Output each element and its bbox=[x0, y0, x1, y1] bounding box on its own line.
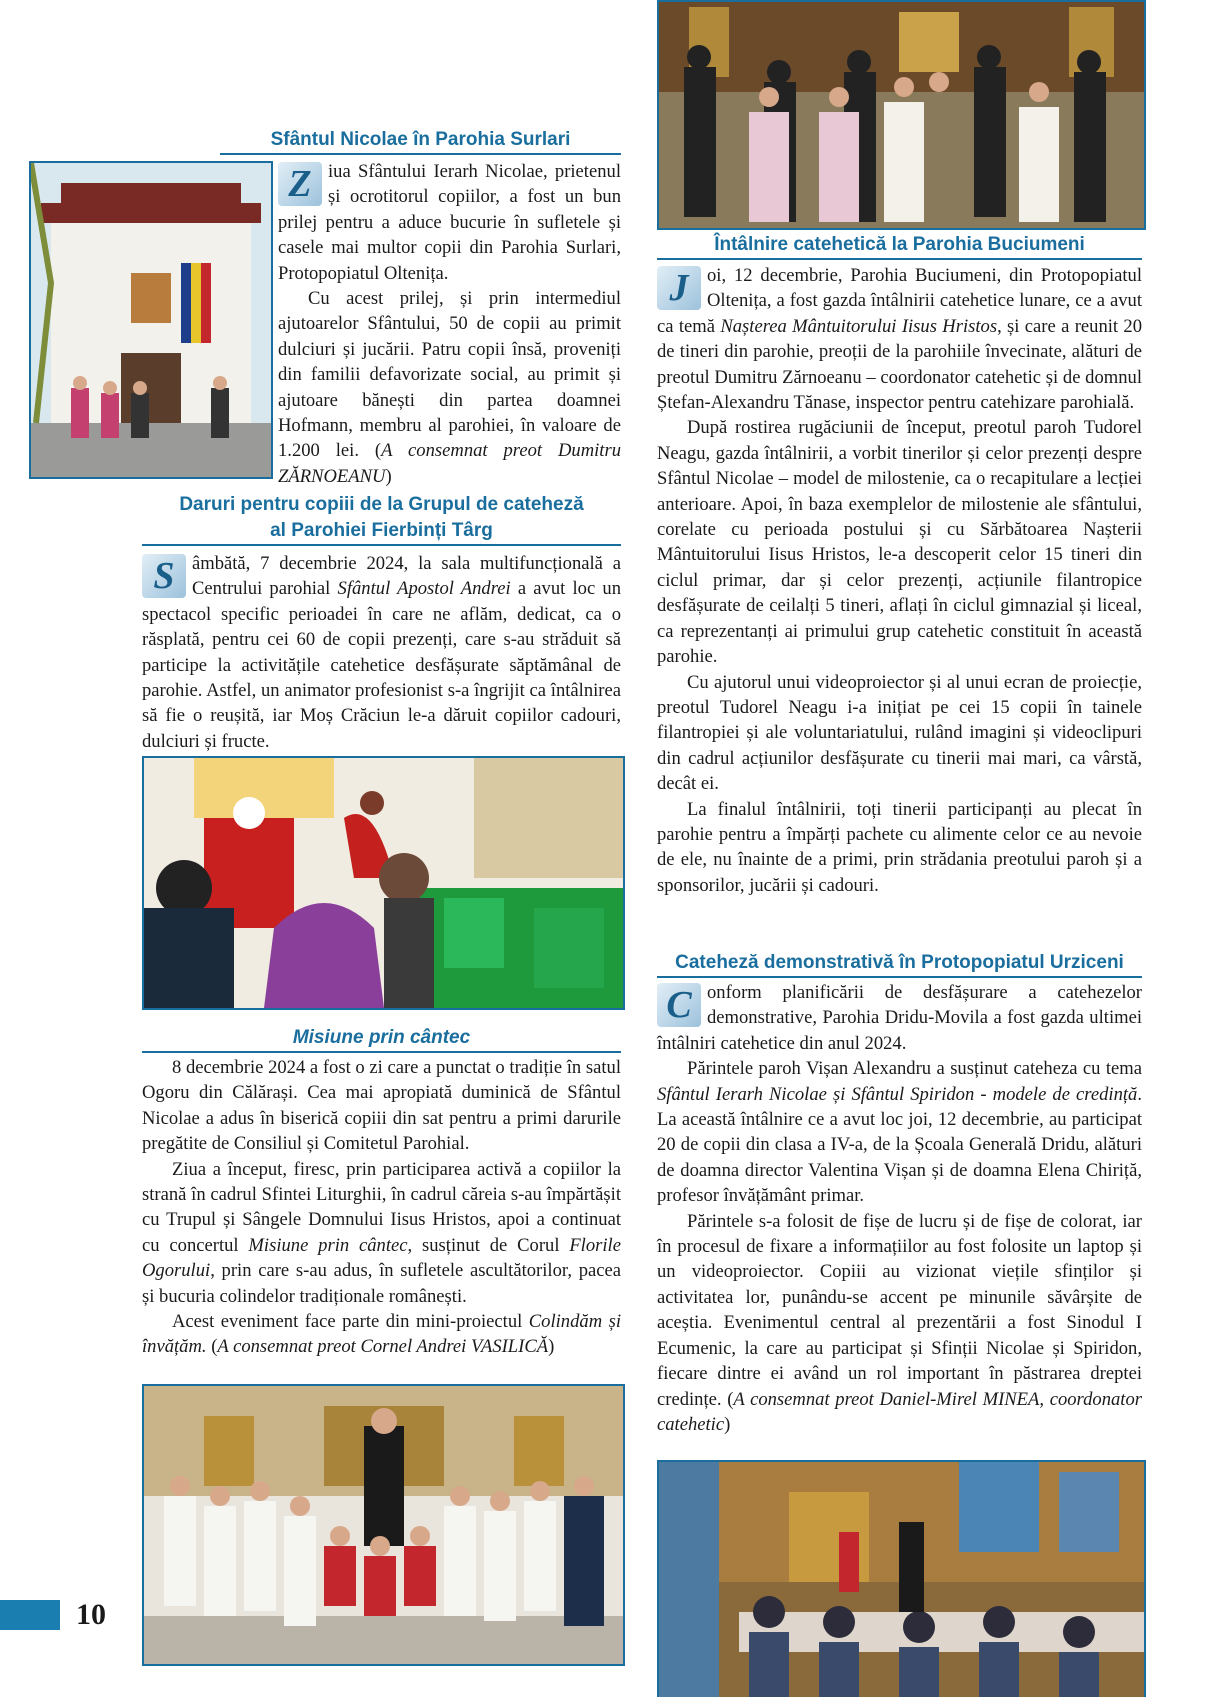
fierbinti-p1b: a avut loc un spectacol specific perioadei în care ne aflăm, dedicat, ca o răsplată, pentru cei 60 de copii prezenți, care s-au străduit să participe la activitățile catehetice desfășurate săptămânal de parohie. Astfel, un animator profesionist s-a îngrijit ca întâlnirea să fie o reușită, iar Moș Crăciun le-a dăruit copiilor cadouri, dulciuri și fructe. bbox=[142, 578, 622, 752]
buciumeni-p1a: oi, 12 decembrie, Parohia Buciumeni, din Protopopiatul Oltenița, a fost gazda întâlnirii catehetice lunare, ce a avut ca temă bbox=[657, 265, 1142, 337]
urziceni-close: ) bbox=[724, 1413, 731, 1435]
dropcap-j: J bbox=[657, 266, 701, 310]
buciumeni-p4: La finalul întâlnirii, toți tinerii participanți au plecat în parohie pentru a împărți pachete cu alimente celor ce au nevoie de ele, nu înainte de a primi, prin strădania preotului paroh și a sponsorilor, jucării și cadouri. bbox=[657, 798, 1142, 896]
heading-fierbinti bbox=[142, 492, 621, 546]
page-number-bar bbox=[0, 1600, 60, 1630]
surlari-p2: Cu acest prilej, și prin intermediul ajutoarelor Sfântului, 50 de copii au primit dulciuri și jucării. Patru copii însă, proveniți din familii defavorizate social, au primit și ajutoare bănești din partea doamnei Hofmann, membru al parohiei, în valoare de 1.200 lei. ( bbox=[278, 288, 621, 462]
article-misiune bbox=[142, 1055, 621, 1360]
urziceni-p3a: Părintele s-a folosit de fișe de lucru și de fișe de colorat, iar în procesul de fixare a informațiilor au fost folosite un laptop și un videoproiector. Copiii au vizionat viețile sfinților și activitatea lor, punându-se accent pe minunile săvârșite de aceștia. Evenimentul central al prezentării a fost Sinodul I Ecumenic, la care au participat și Sfinții Nicolae și Spiridon, fiecare dintre ei având un rol important în păstrarea dreptei credințe. ( bbox=[657, 1210, 1142, 1410]
fierbinti-p1i: Sfântul Apostol Andrei bbox=[337, 578, 511, 600]
misiune-p2a: Ziua a început, firesc, prin participarea activă a copiilor la strană în cadrul Sfintei Liturghii, în cadrul căreia s-au împărtășit cu Trupul și Sângele Domnului Iisus Hristos, apoi a continuat cu concertul bbox=[142, 1158, 621, 1256]
article-fierbinti bbox=[142, 551, 621, 754]
photo-urziceni-catechesis bbox=[657, 1460, 1146, 1697]
misiune-p3a: Acest eveniment face parte din mini-proiectul bbox=[172, 1311, 529, 1333]
misiune-close: ) bbox=[548, 1336, 555, 1358]
dropcap-s: S bbox=[142, 554, 186, 598]
fierbinti-p1a: âmbătă, 7 decembrie 2024, la sala multifuncțională a Centrului parohial bbox=[192, 553, 621, 600]
misiune-p1: 8 decembrie 2024 a fost o zi care a punctat o tradiție în satul Ogoru din Călărași. Cea mai apropiată duminică de Sfântul Nicolae a adus în biserică copiii din sat pentru a primi darurile pregătite de Consiliul și Comitetul Parohial. bbox=[142, 1057, 621, 1155]
dropcap-c: C bbox=[657, 983, 701, 1027]
surlari-credit: A consemnat preot Dumitru ZĂRNOEANU bbox=[278, 440, 621, 487]
article-buciumeni bbox=[657, 263, 1142, 898]
heading-fierbinti-line1: Daruri pentru copiii de la Grupul de cateheză bbox=[179, 494, 584, 515]
dropcap-z: Z bbox=[278, 162, 322, 206]
misiune-p3i: Colindăm și învățăm. bbox=[142, 1311, 621, 1358]
urziceni-p2i: Sfântul Ierarh Nicolae și Sfântul Spiridon - modele de credință bbox=[657, 1083, 1138, 1105]
photo-surlari-church bbox=[29, 161, 273, 479]
article-surlari bbox=[278, 159, 621, 489]
buciumeni-p1i: Nașterea Mântuitorului Iisus Hristos bbox=[720, 315, 998, 337]
buciumeni-p3: Cu ajutorul unui videoproiector și al unui ecran de proiecție, preotul Tudorel Neagu i-a inițiat pe cei 15 copii în tainele filantropiei și ale voluntariatului, rulând imagini și videoclipuri din cadrul acțiunilor desfășurate cu tinerii mai mari, ca vârstă, decât ei. bbox=[657, 671, 1142, 795]
page-number: 10 bbox=[76, 1598, 106, 1631]
heading-surlari: Sfântul Nicolae în Parohia Surlari bbox=[220, 127, 621, 155]
urziceni-p2a: Părintele paroh Vișan Alexandru a susținut cateheza cu tema bbox=[687, 1058, 1142, 1080]
misiune-credit: A consemnat preot Cornel Andrei VASILICĂ bbox=[217, 1336, 549, 1358]
buciumeni-p1b: , și care a reunit 20 de tineri din parohie, preoții de la parohiile învecinate, alături de preotul Dumitru Zărnoeanu – coordonator catehetic și de domnul Ștefan-Alexandru Tănase, inspector pentru catehizare parohială. bbox=[657, 315, 1143, 414]
misiune-p2i2: Florile Ogorului bbox=[142, 1234, 621, 1282]
surlari-close: ) bbox=[385, 465, 392, 487]
misiune-p3b: ( bbox=[206, 1336, 218, 1358]
urziceni-p2b: . La această întâlnire ce a avut loc joi, 12 decembrie, au participat 20 de copii din clasa a IV-a, de la Școala Generală Dridu, alături de doamna director Valentina Vișan și de doamna Elena Chiriță, profesor învățământ primar. bbox=[657, 1083, 1142, 1207]
photo-fierbinti-santa bbox=[142, 756, 625, 1010]
photo-buciumeni-group bbox=[657, 0, 1146, 230]
urziceni-credit: A consemnat preot Daniel-Mirel MINEA, coordonator catehetic bbox=[657, 1388, 1142, 1435]
misiune-p2i1: Misiune prin cântec bbox=[248, 1234, 408, 1256]
heading-buciumeni: Întâlnire catehetică la Parohia Buciumeni bbox=[657, 232, 1142, 260]
urziceni-p1: onform planificării de desfășurare a catehezelor demonstrative, Parohia Dridu-Movila a fost gazda ultimei întâlniri catehetice din anul 2024. bbox=[657, 982, 1142, 1054]
article-urziceni bbox=[657, 980, 1142, 1437]
heading-misiune: Misiune prin cântec bbox=[142, 1025, 621, 1053]
surlari-p1: iua Sfântului Ierarh Nicolae, prietenul și ocrotitorul copiilor, a fost un bun prilej pentru a aduce bucurie în sufletele și casele mai multor copii din Parohia Surlari, Protopopiatul Oltenița. bbox=[278, 161, 621, 284]
misiune-p2c: , prin care s-au adus, în sufletele ascultătorilor, pacea și bucuria colindelor tradiționale românești. bbox=[142, 1260, 621, 1307]
photo-misiune-choir bbox=[142, 1384, 625, 1666]
heading-fierbinti-line2: al Parohiei Fierbinți Târg bbox=[270, 520, 493, 541]
heading-urziceni: Cateheză demonstrativă în Protopopiatul Urziceni bbox=[657, 950, 1142, 978]
misiune-p2b: , susținut de Corul bbox=[407, 1234, 570, 1256]
buciumeni-p2: După rostirea rugăciunii de început, preotul paroh Tudorel Neagu, gazda întâlnirii, a vorbit tinerilor și celor prezenți despre Sfântul Nicolae – model de milostenie, ca o recapitulare a lecției anterioare. Apoi, în baza exemplelor de milostenie ale sfântului, corelate cu perioada postului și cu Sărbătoarea Nașterii Mântuitorului Iisus Hristos, le-a descoperit celor 15 tineri din ciclul primar, dar și celor prezenți, acțiunile filantropice desfășurate de ceilalți 5 tineri, aflați în ciclul gimnazial și liceal, ca reprezentanți ai primului grup catehetic constituit în această parohie. bbox=[657, 417, 1142, 668]
